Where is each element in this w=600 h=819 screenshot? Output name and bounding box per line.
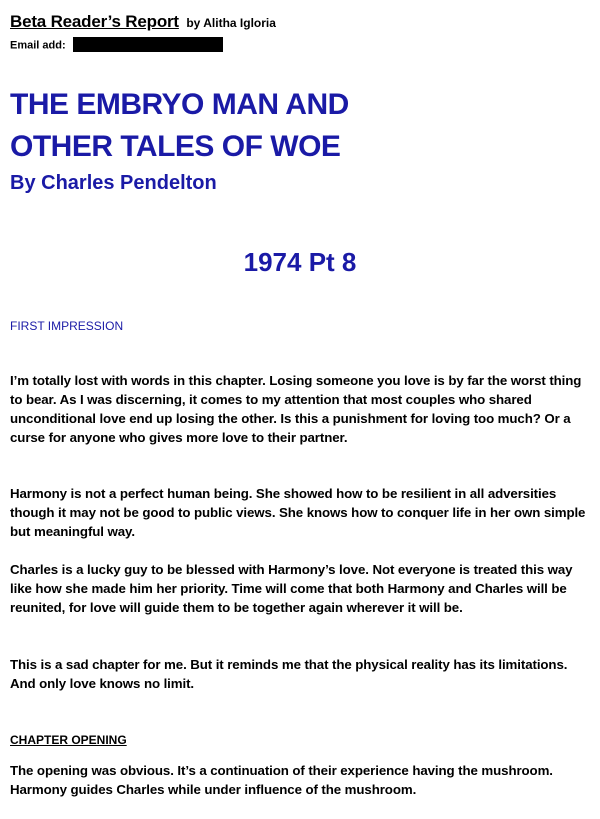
redacted-email-block xyxy=(73,37,223,52)
chapter-opening-paragraph: The opening was obvious. It’s a continuation of their experience having the mushroom. Harmony guides Charles while under influence of the mushroom. xyxy=(10,763,553,797)
chapter-heading: 1974 Pt 8 xyxy=(243,247,357,277)
first-impression-paragraph: Charles is a lucky guy to be blessed with Harmony’s love. Not everyone is treated this way like how she made him her priority. Time will come that both Harmony and Charles will be reunited, for love will guide them to be together again wherever it will be. xyxy=(10,562,573,615)
email-label: Email add: xyxy=(10,39,66,52)
report-title: Beta Reader’s Report xyxy=(10,12,179,31)
first-impression-paragraph: I’m totally lost with words in this chapter. Losing someone you love is by far the worst thing to bear. As I was discerning, it comes to my attention that most couples who shared unconditional love end up losing the other. Is this a punishment for loving too much? Or a curse for anyone who gives more love to their partner. xyxy=(10,373,582,445)
first-impression-paragraph: This is a sad chapter for me. But it reminds me that the physical reality has its limitations. And only love knows no limit. xyxy=(10,657,568,691)
book-title xyxy=(10,84,349,168)
report-header xyxy=(10,12,276,32)
email-row xyxy=(10,38,223,53)
book-title-line-1: THE EMBRYO MAN AND xyxy=(10,88,349,121)
chapter-opening-heading: CHAPTER OPENING xyxy=(10,733,127,747)
first-impression-heading: FIRST IMPRESSION xyxy=(10,319,124,333)
book-title-line-2: OTHER TALES OF WOE xyxy=(10,130,341,163)
report-author: by Alitha Igloria xyxy=(186,16,276,30)
first-impression-paragraph: Harmony is not a perfect human being. She showed how to be resilient in all adversities though it may not be good to public views. She knows how to conquer life in her own simple but meaningful way. xyxy=(10,486,586,539)
book-author: By Charles Pendelton xyxy=(10,172,217,194)
